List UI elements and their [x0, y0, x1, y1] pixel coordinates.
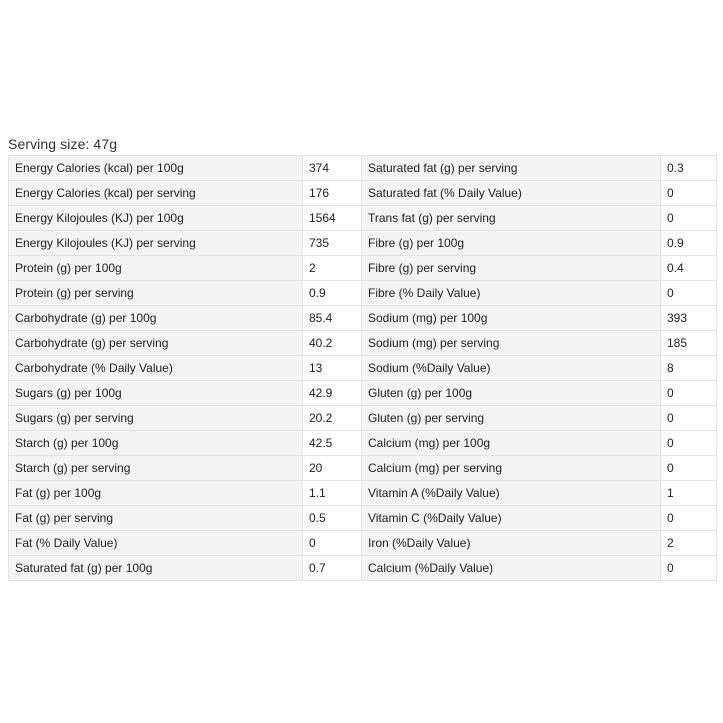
table-row: [9, 306, 717, 331]
nutrient-value-cell: 20: [303, 456, 362, 481]
nutrient-value-cell: 0.7: [303, 556, 362, 581]
nutrient-value-cell: 185: [661, 331, 717, 356]
nutrient-label-cell: Energy Calories (kcal) per 100g: [9, 156, 303, 181]
nutrient-value-cell: 0: [661, 206, 717, 231]
nutrient-label-cell: Vitamin A (%Daily Value): [362, 481, 661, 506]
nutrient-label-cell: Sodium (mg) per 100g: [362, 306, 661, 331]
nutrient-label-cell: Saturated fat (g) per serving: [362, 156, 661, 181]
nutrient-label-cell: Gluten (g) per 100g: [362, 381, 661, 406]
nutrient-value-cell: 0: [303, 531, 362, 556]
nutrient-label-cell: Sodium (%Daily Value): [362, 356, 661, 381]
nutrient-label-cell: Protein (g) per 100g: [9, 256, 303, 281]
nutrient-label-cell: Fat (% Daily Value): [9, 531, 303, 556]
table-row: [9, 506, 717, 531]
nutrient-label-cell: Sodium (mg) per serving: [362, 331, 661, 356]
nutrient-value-cell: 2: [303, 256, 362, 281]
table-row: [9, 356, 717, 381]
nutrient-value-cell: 0: [661, 506, 717, 531]
nutrient-label-cell: Fibre (g) per serving: [362, 256, 661, 281]
nutrient-value-cell: 735: [303, 231, 362, 256]
table-row: [9, 406, 717, 431]
table-row: [9, 281, 717, 306]
nutrient-value-cell: 40.2: [303, 331, 362, 356]
nutrient-label-cell: Carbohydrate (% Daily Value): [9, 356, 303, 381]
serving-size-label: Serving size: 47g: [8, 136, 118, 152]
nutrition-table: [8, 155, 717, 581]
nutrient-label-cell: Trans fat (g) per serving: [362, 206, 661, 231]
nutrient-label-cell: Fibre (g) per 100g: [362, 231, 661, 256]
nutrient-value-cell: 2: [661, 531, 717, 556]
table-row: [9, 556, 717, 581]
table-row: [9, 206, 717, 231]
nutrient-value-cell: 393: [661, 306, 717, 331]
table-row: [9, 381, 717, 406]
nutrient-value-cell: 0: [661, 281, 717, 306]
nutrient-value-cell: 0.9: [303, 281, 362, 306]
nutrient-label-cell: Sugars (g) per 100g: [9, 381, 303, 406]
nutrient-label-cell: Protein (g) per serving: [9, 281, 303, 306]
nutrient-label-cell: Carbohydrate (g) per serving: [9, 331, 303, 356]
nutrient-label-cell: Fat (g) per serving: [9, 506, 303, 531]
nutrient-value-cell: 0: [661, 431, 717, 456]
nutrient-value-cell: 0: [661, 181, 717, 206]
nutrient-value-cell: 20.2: [303, 406, 362, 431]
nutrient-label-cell: Calcium (mg) per serving: [362, 456, 661, 481]
nutrient-value-cell: 0.4: [661, 256, 717, 281]
table-row: [9, 456, 717, 481]
table-row: [9, 531, 717, 556]
nutrition-table-body: [9, 156, 717, 581]
nutrient-label-cell: Calcium (mg) per 100g: [362, 431, 661, 456]
nutrient-label-cell: Calcium (%Daily Value): [362, 556, 661, 581]
nutrient-value-cell: 0.3: [661, 156, 717, 181]
nutrient-value-cell: 85.4: [303, 306, 362, 331]
nutrient-value-cell: 13: [303, 356, 362, 381]
nutrient-value-cell: 0: [661, 556, 717, 581]
nutrient-value-cell: 42.5: [303, 431, 362, 456]
nutrient-value-cell: 0: [661, 456, 717, 481]
table-row: [9, 331, 717, 356]
table-row: [9, 256, 717, 281]
table-row: [9, 431, 717, 456]
nutrient-value-cell: 0.9: [661, 231, 717, 256]
nutrient-value-cell: 176: [303, 181, 362, 206]
nutrient-label-cell: Sugars (g) per serving: [9, 406, 303, 431]
nutrient-label-cell: Fat (g) per 100g: [9, 481, 303, 506]
table-row: [9, 181, 717, 206]
nutrient-value-cell: 0: [661, 406, 717, 431]
table-row: [9, 481, 717, 506]
nutrient-value-cell: 42.9: [303, 381, 362, 406]
nutrient-label-cell: Starch (g) per serving: [9, 456, 303, 481]
nutrient-label-cell: Iron (%Daily Value): [362, 531, 661, 556]
nutrient-label-cell: Energy Kilojoules (KJ) per serving: [9, 231, 303, 256]
nutrient-label-cell: Fibre (% Daily Value): [362, 281, 661, 306]
nutrient-label-cell: Gluten (g) per serving: [362, 406, 661, 431]
nutrient-value-cell: 0: [661, 381, 717, 406]
nutrient-value-cell: 374: [303, 156, 362, 181]
nutrient-label-cell: Saturated fat (% Daily Value): [362, 181, 661, 206]
nutrient-value-cell: 0.5: [303, 506, 362, 531]
nutrient-value-cell: 1.1: [303, 481, 362, 506]
nutrient-value-cell: 1: [661, 481, 717, 506]
nutrient-value-cell: 1564: [303, 206, 362, 231]
nutrient-label-cell: Starch (g) per 100g: [9, 431, 303, 456]
nutrient-label-cell: Saturated fat (g) per 100g: [9, 556, 303, 581]
nutrient-label-cell: Vitamin C (%Daily Value): [362, 506, 661, 531]
nutrient-label-cell: Energy Calories (kcal) per serving: [9, 181, 303, 206]
nutrient-label-cell: Energy Kilojoules (KJ) per 100g: [9, 206, 303, 231]
table-row: [9, 156, 717, 181]
nutrient-value-cell: 8: [661, 356, 717, 381]
nutrient-label-cell: Carbohydrate (g) per 100g: [9, 306, 303, 331]
table-row: [9, 231, 717, 256]
